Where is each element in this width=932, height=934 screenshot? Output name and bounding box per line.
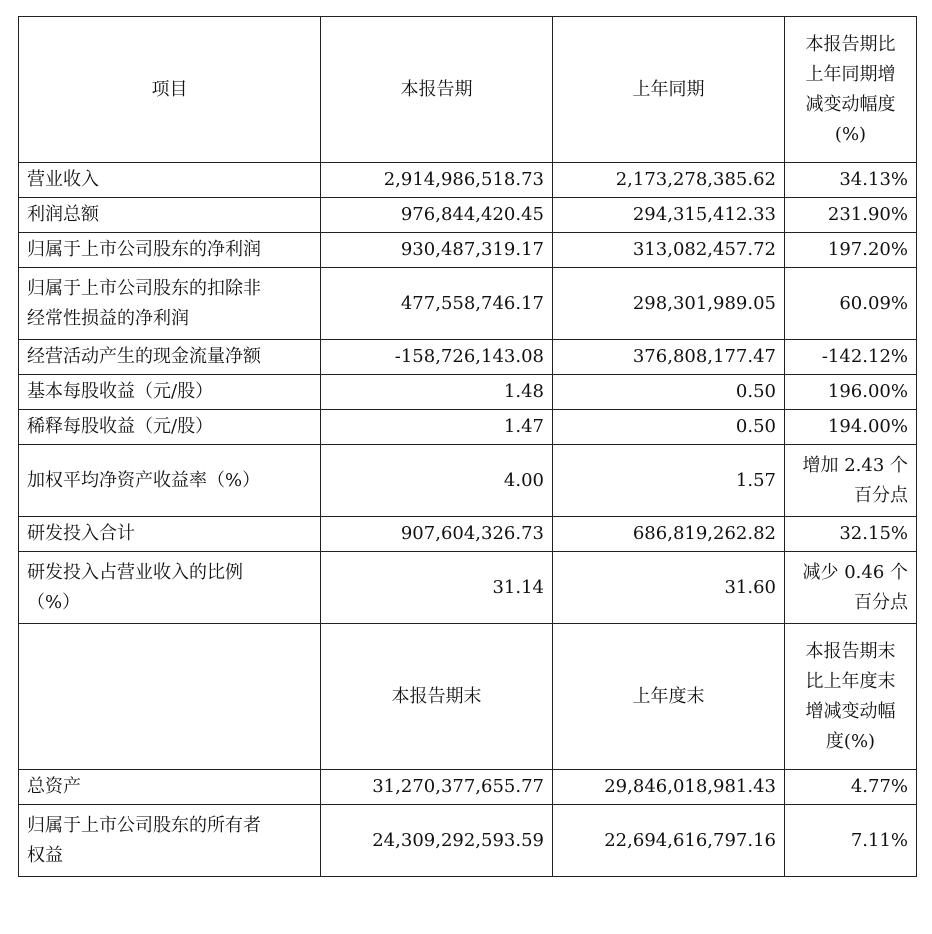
- header-change-line: 上年同期增: [805, 63, 896, 85]
- header-change: [785, 17, 917, 163]
- row-prior-value: 22,694,616,797.16: [553, 805, 785, 877]
- header2-change-line: 增减变动幅: [805, 700, 896, 722]
- row-prior-value: 0.50: [553, 410, 785, 445]
- row-change-line: 4.77%: [850, 776, 908, 797]
- row-item: [19, 552, 321, 624]
- row-current-value: 2,914,986,518.73: [321, 163, 553, 198]
- row-current-value: 1.47: [321, 410, 553, 445]
- row-item-line: （%）: [27, 591, 81, 613]
- row-change-value: [785, 163, 917, 198]
- row-item: [19, 198, 321, 233]
- table-row: [19, 163, 917, 198]
- row-prior-value: 376,808,177.47: [553, 340, 785, 375]
- row-change-line: 减少 0.46 个: [802, 561, 908, 583]
- row-item-line: 归属于上市公司股东的所有者: [27, 814, 261, 836]
- row-change-value: [785, 198, 917, 233]
- row-change-line: 34.13%: [839, 169, 908, 190]
- header-change-line: 本报告期比: [805, 33, 896, 55]
- header2-current-period-end: 本报告期末: [321, 624, 553, 770]
- row-change-value: [785, 770, 917, 805]
- row-current-value: 4.00: [321, 445, 553, 517]
- row-change-line: 194.00%: [827, 416, 908, 437]
- table-row: [19, 770, 917, 805]
- row-prior-value: 313,082,457.72: [553, 233, 785, 268]
- row-change-line: 32.15%: [839, 523, 908, 544]
- row-change-line: 196.00%: [827, 381, 908, 402]
- row-change-line: 百分点: [854, 484, 908, 506]
- row-change-line: 197.20%: [827, 239, 908, 260]
- row-item: [19, 340, 321, 375]
- header2-prior-year-end: 上年度末: [553, 624, 785, 770]
- row-item-line: 基本每股收益（元/股）: [27, 381, 214, 402]
- row-item-line: 利润总额: [27, 204, 99, 225]
- row-item-line: 加权平均净资产收益率（%）: [27, 469, 261, 491]
- row-item: [19, 770, 321, 805]
- row-change-line: -142.12%: [821, 346, 908, 367]
- row-item-line: 研发投入合计: [27, 523, 135, 544]
- row-item-line: 归属于上市公司股东的净利润: [27, 239, 261, 260]
- row-item: [19, 375, 321, 410]
- header2-change-line: 比上年度末: [805, 670, 896, 692]
- row-change-value: [785, 410, 917, 445]
- row-current-value: 1.48: [321, 375, 553, 410]
- row-current-value: 930,487,319.17: [321, 233, 553, 268]
- row-item-line: 归属于上市公司股东的扣除非: [27, 277, 261, 299]
- header-change-line: 减变动幅度: [805, 93, 896, 115]
- row-change-value: [785, 552, 917, 624]
- header2-change-line: 度(%): [825, 730, 876, 752]
- row-prior-value: 0.50: [553, 375, 785, 410]
- row-item: [19, 517, 321, 552]
- row-current-value: 31.14: [321, 552, 553, 624]
- financial-summary-table: [18, 16, 917, 877]
- row-change-value: [785, 233, 917, 268]
- row-prior-value: 29,846,018,981.43: [553, 770, 785, 805]
- row-current-value: -158,726,143.08: [321, 340, 553, 375]
- row-change-value: [785, 268, 917, 340]
- row-prior-value: 686,819,262.82: [553, 517, 785, 552]
- row-item-line: 营业收入: [27, 169, 99, 190]
- row-item: [19, 233, 321, 268]
- row-item: [19, 268, 321, 340]
- row-prior-value: 31.60: [553, 552, 785, 624]
- header-row-period: [19, 17, 917, 163]
- header2-item: [19, 624, 321, 770]
- row-item-line: 经营活动产生的现金流量净额: [27, 346, 261, 367]
- row-item-line: 总资产: [27, 776, 81, 797]
- row-prior-value: 294,315,412.33: [553, 198, 785, 233]
- row-item: [19, 163, 321, 198]
- row-item-line: 权益: [27, 844, 63, 866]
- table-row: [19, 517, 917, 552]
- row-change-line: 7.11%: [850, 829, 908, 851]
- table-row: [19, 340, 917, 375]
- row-change-line: 60.09%: [839, 292, 908, 314]
- table-row: [19, 445, 917, 517]
- header-change-line: (%): [834, 123, 867, 145]
- row-current-value: 477,558,746.17: [321, 268, 553, 340]
- row-change-line: 百分点: [854, 591, 908, 613]
- header-prior-period: 上年同期: [553, 17, 785, 163]
- table-body: [19, 17, 917, 877]
- header2-change-line: 本报告期末: [805, 640, 896, 662]
- row-current-value: 907,604,326.73: [321, 517, 553, 552]
- row-prior-value: 1.57: [553, 445, 785, 517]
- table-row: [19, 375, 917, 410]
- header2-change: [785, 624, 917, 770]
- table-row: [19, 410, 917, 445]
- row-current-value: 24,309,292,593.59: [321, 805, 553, 877]
- table-row: [19, 233, 917, 268]
- row-item: [19, 445, 321, 517]
- row-change-value: [785, 375, 917, 410]
- row-change-value: [785, 805, 917, 877]
- header-row-period-end: [19, 624, 917, 770]
- header-item: 项目: [19, 17, 321, 163]
- row-item-line: 经常性损益的净利润: [27, 307, 189, 329]
- row-item: [19, 805, 321, 877]
- row-item-line: 研发投入占营业收入的比例: [27, 561, 243, 583]
- row-change-line: 增加 2.43 个: [802, 454, 908, 476]
- row-item: [19, 410, 321, 445]
- row-item-line: 稀释每股收益（元/股）: [27, 416, 214, 437]
- row-prior-value: 298,301,989.05: [553, 268, 785, 340]
- header-current-period: 本报告期: [321, 17, 553, 163]
- row-prior-value: 2,173,278,385.62: [553, 163, 785, 198]
- row-change-value: [785, 340, 917, 375]
- table-row: [19, 268, 917, 340]
- table-row: [19, 198, 917, 233]
- table-row: [19, 805, 917, 877]
- row-change-line: 231.90%: [827, 204, 908, 225]
- row-change-value: [785, 517, 917, 552]
- row-current-value: 976,844,420.45: [321, 198, 553, 233]
- row-current-value: 31,270,377,655.77: [321, 770, 553, 805]
- table-row: [19, 552, 917, 624]
- row-change-value: [785, 445, 917, 517]
